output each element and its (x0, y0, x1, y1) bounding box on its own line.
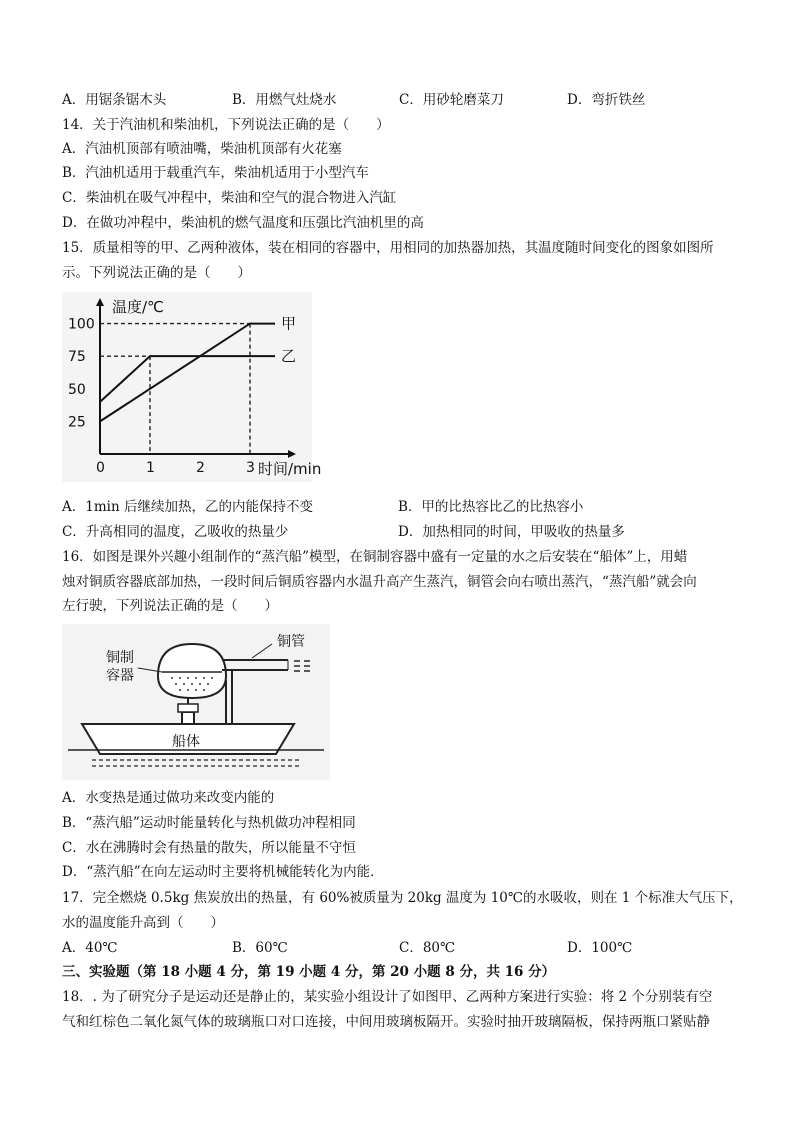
label-copper-pipe: 铜管 (277, 634, 305, 650)
copper-container-shape (158, 644, 226, 698)
q15-option-d: D．加热相同的时间，甲吸收的热量多 (398, 524, 625, 540)
q16-option-d: D．“蒸汽船”在向左运动时主要将机械能转化为内能． (62, 864, 384, 880)
y-tick-label: 50 (68, 381, 86, 398)
q17-option-a: A．40℃ (62, 940, 118, 956)
x-axis-title: 时间/min (258, 460, 322, 478)
q16-option-c: C．水在沸腾时会有热量的散失，所以能量不守恒 (62, 840, 356, 856)
q15-option-a: A．1min 后继续加热，乙的内能保持不变 (62, 499, 313, 515)
x-tick-label: 1 (146, 460, 155, 476)
series-label-yi: 乙 (281, 347, 297, 366)
x-tick-label: 0 (96, 460, 105, 476)
q15-stem-line2: 示。下列说法正确的是（ ） (62, 265, 251, 281)
q16-option-a: A．水变热是通过做功来改变内能的 (62, 790, 275, 806)
q14-option-b: B．汽油机适用于载重汽车，柴油机适用于小型汽车 (62, 165, 369, 181)
series-label-jia: 甲 (281, 314, 297, 333)
q15-option-c: C．升高相同的温度，乙吸收的热量少 (62, 524, 289, 540)
steam-boat-figure (62, 624, 330, 780)
label-container-1: 铜制 (106, 650, 134, 666)
y-tick-label: 25 (68, 414, 86, 431)
q16-option-b: B．“蒸汽船”运动时能量转化与热机做功冲程相同 (62, 815, 356, 831)
q17-option-c: C．80℃ (399, 940, 456, 956)
q17-stem-line1: 17．完全燃烧 0.5kg 焦炭放出的热量，有 60%被质量为 20kg 温度为 10℃的水吸收，则在 1 个标准大气压下， (62, 890, 743, 906)
q17-stem-line2: 水的温度能升高到（ ） (62, 915, 224, 931)
q16-stem-line3: 左行驶，下列说法正确的是（ ） (62, 598, 278, 614)
q18-line1: 18．. 为了研究分子是运动还是静止的，某实验小组设计了如图甲、乙两种方案进行实验：将 2 个分别装有空 (62, 989, 713, 1005)
q13-option-d: D．弯折铁丝 (567, 92, 646, 108)
label-container-2: 容器 (106, 668, 134, 684)
q15-option-b: B．甲的比热容比乙的比热容小 (398, 499, 584, 515)
q15-stem-line1: 15．质量相等的甲、乙两种液体，装在相同的容器中，用相同的加热器加热，其温度随时间变化的图象如图所 (62, 240, 714, 256)
y-tick-label: 75 (68, 349, 86, 366)
q17-option-b: B．60℃ (232, 940, 288, 956)
x-tick-label: 2 (196, 460, 205, 476)
q13-option-b: B．用燃气灶烧水 (232, 92, 337, 108)
q14-option-d: D．在做功冲程中，柴油机的燃气温度和压强比汽油机里的高 (62, 215, 424, 231)
temperature-time-chart (62, 292, 322, 482)
q13-option-a: A．用锯条锯木头 (62, 92, 167, 108)
q13-option-c: C．用砂轮磨菜刀 (399, 92, 504, 108)
label-hull: 船体 (172, 734, 200, 750)
x-tick-label: 3 (246, 460, 255, 476)
q16-stem-line2: 烛对铜质容器底部加热，一段时间后铜质容器内水温升高产生蒸汽，铜管会向右喷出蒸汽，“蒸汽船”就会向 (62, 574, 697, 590)
q16-stem-line1: 16．如图是课外兴趣小组制作的“蒸汽船”模型，在铜制容器中盛有一定量的水之后安装在“船体”上，用蜡 (62, 549, 688, 565)
q14-option-a: A．汽油机顶部有喷油嘴，柴油机顶部有火花塞 (62, 141, 342, 157)
section-3-heading: 三、实验题（第 18 小题 4 分，第 19 小题 4 分，第 20 小题 8 分，共 16 分） (62, 964, 556, 980)
q17-option-d: D．100℃ (567, 940, 633, 956)
y-axis-title: 温度/℃ (112, 298, 164, 316)
y-tick-label: 100 (68, 316, 95, 333)
q14-option-c: C．柴油机在吸气冲程中，柴油和空气的混合物进入汽缸 (62, 190, 397, 206)
q14-stem: 14．关于汽油机和柴油机，下列说法正确的是（ ） (62, 117, 390, 133)
q18-line2: 气和红棕色二氧化氮气体的玻璃瓶口对口连接，中间用玻璃板隔开。实验时抽开玻璃隔板，保持两瓶口紧贴静 (62, 1014, 710, 1030)
